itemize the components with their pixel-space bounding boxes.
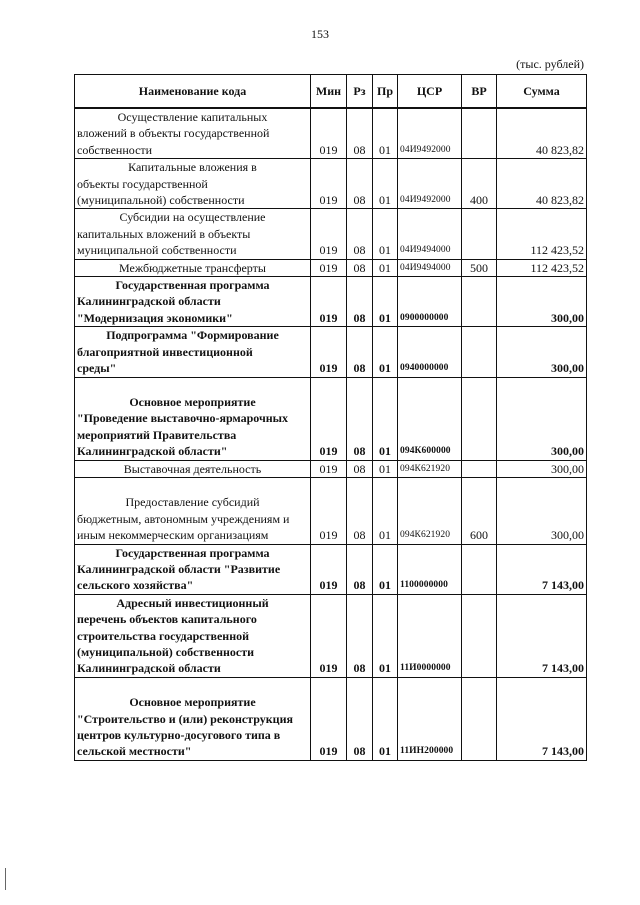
row-rz: 08 bbox=[347, 460, 373, 477]
row-name-line: Подпрограмма "Формирование bbox=[106, 328, 279, 343]
row-sum: 112 423,52 bbox=[497, 259, 587, 276]
row-name bbox=[75, 259, 311, 276]
row-sum: 300,00 bbox=[497, 277, 587, 327]
row-name-line: сельского хозяйства" bbox=[77, 578, 194, 593]
row-name bbox=[75, 108, 311, 159]
row-sum: 7 143,00 bbox=[497, 594, 587, 677]
row-pr: 01 bbox=[373, 108, 398, 159]
row-csr: 11ИН200000 bbox=[398, 677, 462, 760]
row-pr: 01 bbox=[373, 327, 398, 377]
row-csr: 04И9494000 bbox=[398, 259, 462, 276]
row-min: 019 bbox=[311, 460, 347, 477]
table-row bbox=[75, 259, 587, 276]
row-rz: 08 bbox=[347, 108, 373, 159]
row-min: 019 bbox=[311, 477, 347, 544]
header-rz: Рз bbox=[347, 75, 373, 109]
row-name-line: иным некоммерческим организациям bbox=[77, 528, 269, 543]
row-csr: 0940000000 bbox=[398, 327, 462, 377]
row-csr: 094К621920 bbox=[398, 477, 462, 544]
row-sum: 300,00 bbox=[497, 460, 587, 477]
row-pr: 01 bbox=[373, 377, 398, 460]
row-rz: 08 bbox=[347, 277, 373, 327]
row-rz: 08 bbox=[347, 594, 373, 677]
row-min: 019 bbox=[311, 259, 347, 276]
row-name-line: мероприятий Правительства bbox=[77, 427, 237, 442]
row-csr: 11И0000000 bbox=[398, 594, 462, 677]
row-vr bbox=[462, 209, 497, 259]
row-min: 019 bbox=[311, 327, 347, 377]
row-vr bbox=[462, 677, 497, 760]
row-name-line: бюджетным, автономным учреждениям и bbox=[77, 511, 290, 526]
row-sum: 7 143,00 bbox=[497, 544, 587, 594]
row-name-line: собственности bbox=[77, 142, 153, 157]
row-csr: 1100000000 bbox=[398, 544, 462, 594]
row-name-line: Основное мероприятие bbox=[129, 695, 256, 710]
row-vr bbox=[462, 544, 497, 594]
row-name-line: "Модернизация экономики" bbox=[77, 310, 233, 325]
row-name-line: "Строительство и (или) реконструкция bbox=[77, 711, 293, 726]
budget-table bbox=[74, 74, 587, 761]
row-csr: 04И9492000 bbox=[398, 108, 462, 159]
row-min: 019 bbox=[311, 108, 347, 159]
row-name-line: Калининградской области "Развитие bbox=[77, 561, 281, 576]
row-name-spacer bbox=[77, 478, 308, 494]
row-rz: 08 bbox=[347, 544, 373, 594]
row-name-line: вложений в объекты государственной bbox=[77, 126, 270, 141]
row-min: 019 bbox=[311, 544, 347, 594]
row-name-line: Выставочная деятельность bbox=[123, 461, 262, 476]
row-min: 019 bbox=[311, 594, 347, 677]
row-name bbox=[75, 594, 311, 677]
row-rz: 08 bbox=[347, 259, 373, 276]
row-rz: 08 bbox=[347, 377, 373, 460]
row-name-line: сельской местности" bbox=[77, 744, 192, 759]
row-pr: 01 bbox=[373, 259, 398, 276]
row-min: 019 bbox=[311, 159, 347, 209]
row-name-line: "Проведение выставочно-ярмарочных bbox=[77, 411, 289, 426]
row-name-line: объекты государственной bbox=[77, 176, 208, 191]
row-name bbox=[75, 209, 311, 259]
row-name-line: (муниципальной) собственности bbox=[77, 193, 245, 208]
row-name-line: Калининградской области bbox=[77, 661, 221, 676]
row-name-line: Межбюджетные трансферты bbox=[119, 260, 266, 275]
table-row bbox=[75, 477, 587, 544]
row-csr: 094К621920 bbox=[398, 460, 462, 477]
table-row bbox=[75, 677, 587, 760]
table-row bbox=[75, 594, 587, 677]
row-sum: 40 823,82 bbox=[497, 159, 587, 209]
units-label: (тыс. рублей) bbox=[516, 57, 584, 71]
row-name bbox=[75, 159, 311, 209]
table-row bbox=[75, 544, 587, 594]
row-vr: 400 bbox=[462, 159, 497, 209]
row-vr: 500 bbox=[462, 259, 497, 276]
row-pr: 01 bbox=[373, 159, 398, 209]
row-sum: 7 143,00 bbox=[497, 677, 587, 760]
row-name bbox=[75, 544, 311, 594]
row-name-line: Осуществление капитальных bbox=[117, 110, 268, 124]
table-row bbox=[75, 460, 587, 477]
row-pr: 01 bbox=[373, 477, 398, 544]
row-name-line: строительства государственной bbox=[77, 628, 250, 643]
row-csr: 04И9492000 bbox=[398, 159, 462, 209]
row-rz: 08 bbox=[347, 209, 373, 259]
row-pr: 01 bbox=[373, 544, 398, 594]
table-row bbox=[75, 159, 587, 209]
row-name-line: Калининградской области" bbox=[77, 444, 228, 459]
row-pr: 01 bbox=[373, 277, 398, 327]
header-sum: Сумма bbox=[497, 75, 587, 109]
row-vr bbox=[462, 327, 497, 377]
table-row bbox=[75, 209, 587, 259]
row-name-line: капитальных вложений в объекты bbox=[77, 226, 251, 241]
row-name-line: Предоставление субсидий bbox=[125, 495, 260, 510]
row-vr bbox=[462, 594, 497, 677]
header-csr: ЦСР bbox=[398, 75, 462, 109]
row-name-line: Основное мероприятие bbox=[129, 394, 256, 409]
row-min: 019 bbox=[311, 277, 347, 327]
row-name bbox=[75, 377, 311, 460]
row-csr: 0900000000 bbox=[398, 277, 462, 327]
row-name bbox=[75, 677, 311, 760]
header-pr: Пр bbox=[373, 75, 398, 109]
row-rz: 08 bbox=[347, 477, 373, 544]
row-rz: 08 bbox=[347, 159, 373, 209]
row-name-spacer bbox=[77, 678, 308, 694]
row-pr: 01 bbox=[373, 594, 398, 677]
row-min: 019 bbox=[311, 209, 347, 259]
row-csr: 094К600000 bbox=[398, 377, 462, 460]
table-row bbox=[75, 327, 587, 377]
row-name-spacer bbox=[77, 378, 308, 394]
row-rz: 08 bbox=[347, 677, 373, 760]
row-vr bbox=[462, 108, 497, 159]
row-sum: 112 423,52 bbox=[497, 209, 587, 259]
row-min: 019 bbox=[311, 677, 347, 760]
row-name bbox=[75, 477, 311, 544]
row-name-line: центров культурно-досугового типа в bbox=[77, 728, 281, 743]
budget-table-body bbox=[75, 108, 587, 760]
row-sum: 300,00 bbox=[497, 327, 587, 377]
row-name-line: Государственная программа bbox=[115, 278, 270, 293]
row-pr: 01 bbox=[373, 460, 398, 477]
header-vr: ВР bbox=[462, 75, 497, 109]
row-name-line: перечень объектов капитального bbox=[77, 612, 257, 627]
row-csr: 04И9494000 bbox=[398, 209, 462, 259]
row-name bbox=[75, 460, 311, 477]
row-vr bbox=[462, 460, 497, 477]
row-vr: 600 bbox=[462, 477, 497, 544]
row-sum: 40 823,82 bbox=[497, 108, 587, 159]
row-name-line: Адресный инвестиционный bbox=[116, 595, 269, 610]
row-name-line: Калининградской области bbox=[77, 294, 221, 309]
row-pr: 01 bbox=[373, 209, 398, 259]
header-min: Мин bbox=[311, 75, 347, 109]
page-number: 153 bbox=[311, 27, 329, 41]
header-name: Наименование кода bbox=[75, 75, 311, 109]
row-name-line: среды" bbox=[77, 361, 117, 376]
table-row bbox=[75, 108, 587, 159]
row-name-line: (муниципальной) собственности bbox=[77, 645, 255, 659]
row-vr bbox=[462, 377, 497, 460]
row-name bbox=[75, 277, 311, 327]
row-name-line: муниципальной собственности bbox=[77, 243, 237, 258]
row-min: 019 bbox=[311, 377, 347, 460]
row-sum: 300,00 bbox=[497, 477, 587, 544]
table-header-row bbox=[75, 75, 587, 109]
row-name-line: Государственная программа bbox=[115, 545, 270, 560]
row-name bbox=[75, 327, 311, 377]
row-rz: 08 bbox=[347, 327, 373, 377]
table-row bbox=[75, 377, 587, 460]
row-name-line: благоприятной инвестиционной bbox=[77, 344, 253, 359]
row-pr: 01 bbox=[373, 677, 398, 760]
row-name-line: Субсидии на осуществление bbox=[119, 210, 266, 225]
scan-edge-mark bbox=[5, 868, 6, 890]
row-name-line: Капитальные вложения в bbox=[128, 160, 257, 175]
table-row bbox=[75, 277, 587, 327]
row-vr bbox=[462, 277, 497, 327]
row-sum: 300,00 bbox=[497, 377, 587, 460]
